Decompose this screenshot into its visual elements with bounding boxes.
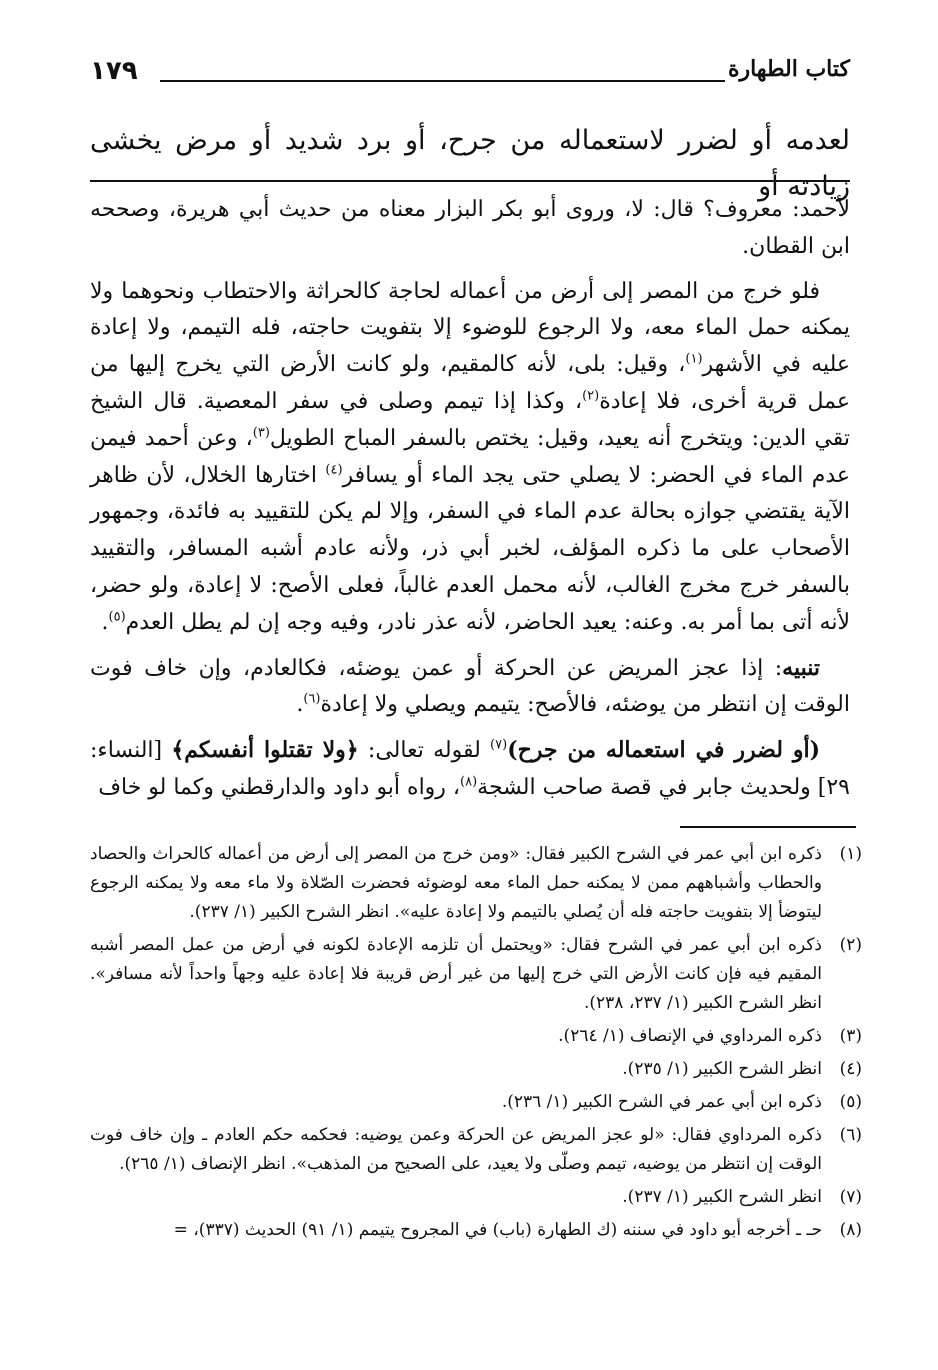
footnote-number: (٨) bbox=[839, 1220, 862, 1240]
footnote bbox=[90, 931, 862, 1018]
footnote-ref: (٥) bbox=[108, 609, 126, 625]
text-run: لأحمد: معروف؟ قال: لا، وروى أبو بكر البزار معناه من حديث أبي هريرة، وصححه ابن القطان. bbox=[90, 197, 850, 259]
text-run: فلو خرج من المصر إلى أرض من أعماله لحاجة كالحراثة والاحتطاب ونحوهما ولا يمكنه حمل الماء معه، ولا الرجوع للوضوء إلا بتفويت حاجته، فله التيمم، ولا إعادة عليه في الأشهر bbox=[90, 278, 850, 378]
footnote-ref: (٦) bbox=[303, 692, 321, 708]
paragraph bbox=[90, 732, 850, 807]
footnote bbox=[90, 1121, 862, 1179]
footnote-ref: (٧) bbox=[490, 737, 508, 753]
commentary-body bbox=[90, 192, 850, 815]
text-run: [النساء: ٢٩] ولحديث جابر في قصة صاحب الشجة bbox=[90, 738, 850, 800]
footnote-number: (٢) bbox=[839, 935, 862, 955]
footnote-ref: (٤) bbox=[325, 462, 343, 478]
page-number: ١٧٩ bbox=[90, 56, 138, 86]
footnote-ref: (١) bbox=[685, 351, 703, 367]
header-rule bbox=[160, 80, 725, 82]
footnote-ref: (٨) bbox=[460, 774, 478, 790]
footnote bbox=[90, 840, 862, 927]
text-run: . bbox=[101, 609, 109, 635]
footnote-number: (٤) bbox=[839, 1059, 862, 1079]
text-run: ، وقيل: بلى، لأنه كالمقيم، ولو كانت الأرض التي يخرج إليها من عمل قرية أخرى، فلا إعادة bbox=[90, 352, 850, 414]
text-run: ، وعن أحمد فيمن عدم الماء في الحضر: لا يصلي حتى يجد الماء أو يسافر bbox=[90, 425, 850, 488]
footnote-text: ذكره ابن أبي عمر في الشرح فقال: «ويحتمل أن تلزمه الإعادة لكونه في أرض من عمل المصر أشبه المقيم فيه فإن كانت الأرض التي خرج إليها من غير أرض قريبة فلا إعادة عليه وجهاً واحداً لأنه مسافر». انظر الشرح الكبير (١/ ٢٣٧، ٢٣٨). bbox=[90, 935, 822, 1013]
paragraph bbox=[90, 192, 850, 266]
footnote-number: (٦) bbox=[839, 1125, 862, 1145]
text-run: ، وكذا إذا تيمم وصلى في سفر المعصية. قال الشيخ تقي الدين: ويتخرج أنه يعيد، وقيل: يختص بالسفر المباح الطويل bbox=[90, 388, 850, 451]
bold-text: (أو لضرر في استعماله من جرح) bbox=[507, 737, 820, 764]
bold-text: تنبيه bbox=[782, 654, 820, 681]
footnote-ref: (٢) bbox=[582, 388, 600, 404]
bold-text: ﴿ولا تقتلوا أنفسكم﴾ bbox=[171, 737, 359, 764]
footnotes bbox=[90, 840, 862, 1249]
footnote-text: ذكره المرداوي فقال: «لو عجز المريض عن الحركة وعمن يوضيه: فحكمه حكم العادم ـ وإن خاف فوت الوقت إن انتظر من يوضيه، تيمم وصلّى ولا يعيد، على الصحيح من المذهب». انظر الإنصاف (١/ ٢٦٥). bbox=[90, 1125, 822, 1174]
paragraph bbox=[90, 650, 850, 725]
text-run: : إذا عجز المريض عن الحركة أو عمن يوضئه، فكالعادم، وإن خاف فوت الوقت إن انتظر من يوضئه، فالأصح: يتيمم ويصلي ولا إعادة bbox=[90, 655, 850, 718]
footnote bbox=[90, 1055, 862, 1084]
footnote bbox=[90, 1216, 862, 1245]
text-run: لقوله تعالى: bbox=[358, 738, 491, 764]
footnote-text: حـ ـ أخرجه أبو داود في سننه (ك الطهارة (باب) في المجروح يتيمم (١/ ٩١) الحديث (٣٣٧)، = bbox=[173, 1220, 822, 1240]
footnote-number: (١) bbox=[839, 844, 862, 864]
footnote-number: (٣) bbox=[839, 1026, 862, 1046]
footnote-number: (٥) bbox=[839, 1092, 862, 1112]
footnote-text: انظر الشرح الكبير (١/ ٢٣٧). bbox=[622, 1187, 822, 1207]
footnote-text: ذكره ابن أبي عمر في الشرح الكبير (١/ ٢٣٦). bbox=[501, 1092, 822, 1112]
footnote bbox=[90, 1022, 862, 1051]
footnote bbox=[90, 1183, 862, 1212]
footnote-number: (٧) bbox=[839, 1187, 862, 1207]
matn-text: لعدمه أو لضرر لاستعماله من جرح، أو برد شديد أو مرض يخشى زيادته أو bbox=[90, 125, 850, 202]
footnote-text: ذكره المرداوي في الإنصاف (١/ ٢٦٤). bbox=[558, 1026, 822, 1046]
text-run: اختارها الخلال، لأن ظاهر الآية يقتضي جوازه بحالة عدم الماء في السفر، وإلا لم يكن للتقييد به فائدة، وجمهور الأصحاب على ما ذكره المؤلف، لخبر أبي ذر، ولأنه عادم أشبه المسافر، والتقييد بالسفر خرج مخرج الغالب، لأنه محمل العدم غالباً، فعلى الأصح: لا إعادة، ولو حضر، لأنه أتى بما أمر به. وعنه: يعيد الحاضر، لأنه عذر نادر، وفيه وجه إن لم يطل العدم bbox=[90, 462, 850, 635]
text-run: . bbox=[296, 692, 304, 718]
text-run: ، رواه أبو داود والدارقطني وكما لو خاف bbox=[98, 774, 461, 800]
footnote-text: انظر الشرح الكبير (١/ ٢٣٥). bbox=[622, 1059, 822, 1079]
footnote-text: ذكره ابن أبي عمر في الشرح الكبير فقال: «ومن خرج من المصر إلى أرض من أعماله كالحراث والحصاد والحطاب وأشباههم ممن لا يمكنه حمل الماء معه لوضوئه فحضرت الصّلاة ولا ماء معه ولا يمكنه الرجوع ليتوضأ إلا بتفويت حاجته فله أن يُصلي بالتيمم ولا إعادة عليه». انظر الشرح الكبير (١/ ٢٣٧). bbox=[90, 844, 822, 922]
paragraph bbox=[90, 274, 850, 642]
footnote-ref: (٣) bbox=[252, 425, 270, 441]
footnote-separator bbox=[680, 826, 856, 828]
footnote bbox=[90, 1088, 862, 1117]
running-header bbox=[90, 56, 850, 96]
chapter-title: كتاب الطهارة bbox=[727, 56, 850, 82]
matn-separator bbox=[90, 180, 850, 182]
